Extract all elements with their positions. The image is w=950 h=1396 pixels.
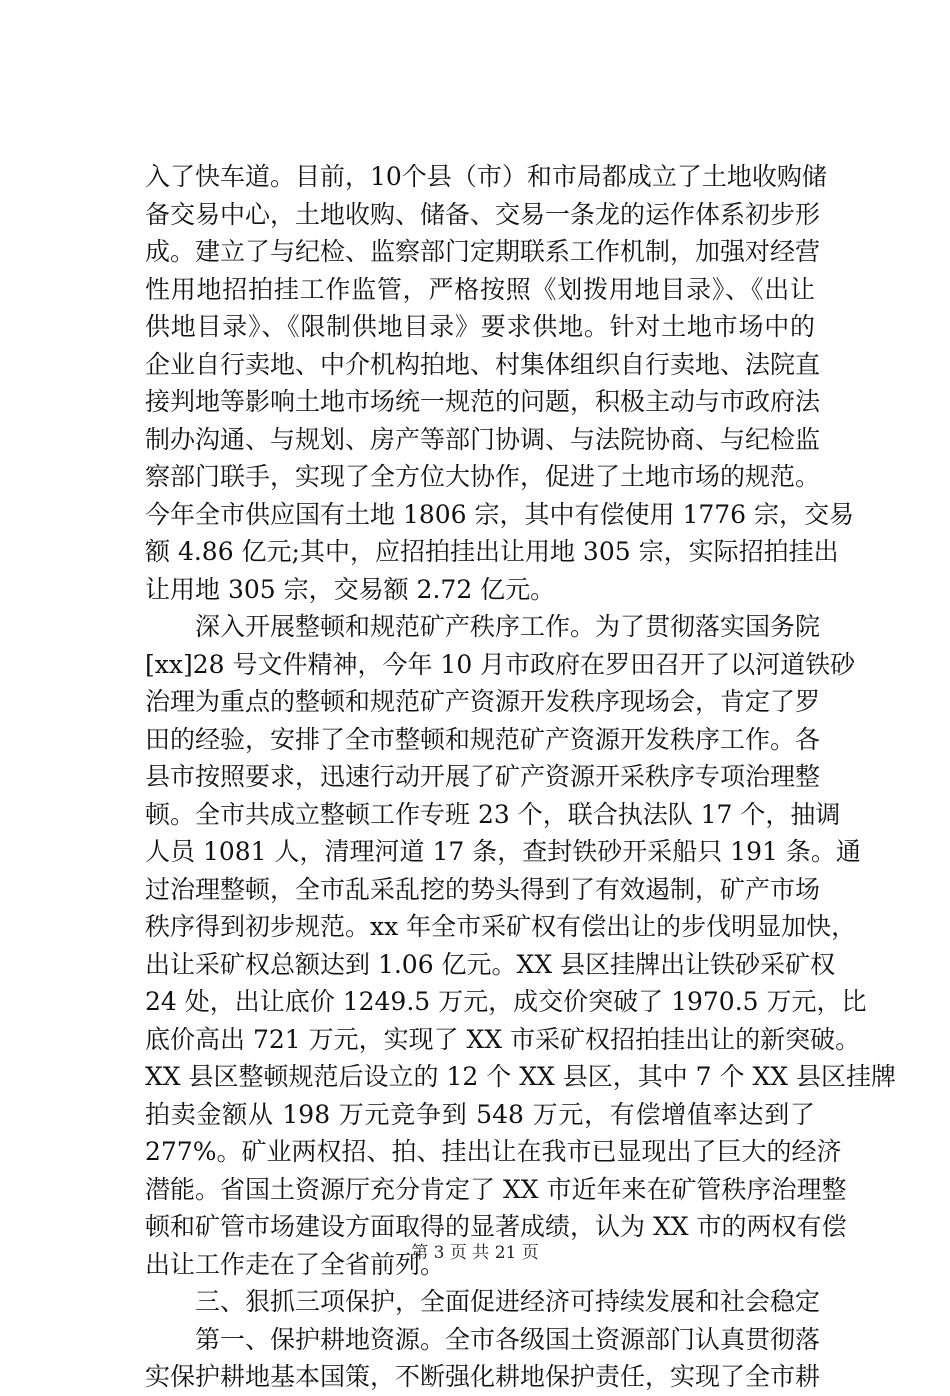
text-line: 接判地等影响土地市场统一规范的问题，积极主动与市政府法 (145, 387, 821, 416)
text-line: [xx]28 号文件精神，今年 10 月市政府在罗田召开了以河道铁砂 (145, 649, 856, 679)
text-line: 人员 1081 人，清理河道 17 条，查封铁砂开采船只 191 条。通 (145, 837, 861, 866)
text-line: 性用地招拍挂工作监管，严格按照《划拨用地目录》、《出让 (145, 274, 815, 304)
text-line: 深入开展整顿和规范矿产秩序工作。为了贯彻落实国务院 (195, 612, 821, 641)
text-line: 备交易中心，土地收购、储备、交易一条龙的运作体系初步形 (145, 199, 821, 229)
text-line: 拍卖金额从 198 万元竞争到 548 万元，有偿增值率达到了 (145, 1099, 815, 1129)
text-line: 顿和矿管市场建设方面取得的显著成绩，认为 XX 市的两权有偿 (145, 1212, 847, 1241)
document-body (145, 158, 897, 1396)
text-line: 顿。全市共成立整顿工作专班 23 个，联合执法队 17 个，抽调 (145, 799, 841, 829)
text-line: 成。建立了与纪检、监察部门定期联系工作机制，加强对经营 (145, 237, 821, 266)
text-line: 实保护耕地基本国策，不断强化耕地保护责任，实现了全市耕 (145, 1362, 821, 1391)
text-line: 治理为重点的整顿和规范矿产资源开发秩序现场会，肯定了罗 (145, 687, 821, 716)
text-line: 额 4.86 亿元;其中，应招拍挂出让用地 305 宗，实际招拍挂出 (145, 537, 839, 566)
text-line: XX 县区整顿规范后设立的 12 个 XX 县区，其中 7 个 XX 县区挂牌 (145, 1062, 897, 1091)
text-line: 第一、保护耕地资源。全市各级国土资源部门认真贯彻落 (195, 1324, 821, 1354)
text-line: 制办沟通、与规划、房产等部门协调、与法院协商、与纪检监 (145, 424, 821, 454)
text-line: 企业自行卖地、中介机构拍地、村集体组织自行卖地、法院直 (145, 349, 821, 379)
text-line: 秩序得到初步规范。xx 年全市采矿权有偿出让的步伐明显加快， (145, 912, 857, 941)
text-line: 田的经验，安排了全市整顿和规范矿产资源开发秩序工作。各 (145, 724, 821, 754)
page-number-footer: 第 3 页 共 21 页 (411, 1243, 539, 1263)
text-line: 让用地 305 宗，交易额 2.72 亿元。 (145, 574, 556, 604)
text-line: 今年全市供应国有土地 1806 宗，其中有偿使用 1776 宗，交易 (145, 499, 855, 529)
text-line: 过治理整顿，全市乱采乱挖的势头得到了有效遏制，矿产市场 (145, 874, 821, 904)
text-line: 三、狠抓三项保护，全面促进经济可持续发展和社会稳定 (195, 1287, 821, 1316)
text-line: 察部门联手，实现了全方位大协作，促进了土地市场的规范。 (145, 462, 821, 491)
text-line: 供地目录》、《限制供地目录》要求供地。针对土地市场中的 (145, 312, 815, 341)
text-line: 潜能。省国土资源厅充分肯定了 XX 市近年来在矿管秩序治理整 (145, 1174, 847, 1204)
text-line: 出让采矿权总额达到 1.06 亿元。XX 县区挂牌出让铁砂采矿权 (145, 949, 836, 979)
text-line: 出让工作走在了全省前列。 (145, 1249, 446, 1279)
text-line: 24 处，出让底价 1249.5 万元，成交价突破了 1970.5 万元，比 (145, 987, 867, 1016)
text-line: 县市按照要求，迅速行动开展了矿产资源开采秩序专项治理整 (145, 762, 821, 791)
text-line: 入了快车道。目前，10个县（市）和市局都成立了土地收购储 (145, 162, 827, 191)
text-line: 277%。矿业两权招、拍、挂出让在我市已显现出了巨大的经济 (145, 1137, 842, 1166)
text-line: 底价高出 721 万元，实现了 XX 市采矿权招拍挂出让的新突破。 (145, 1024, 861, 1054)
